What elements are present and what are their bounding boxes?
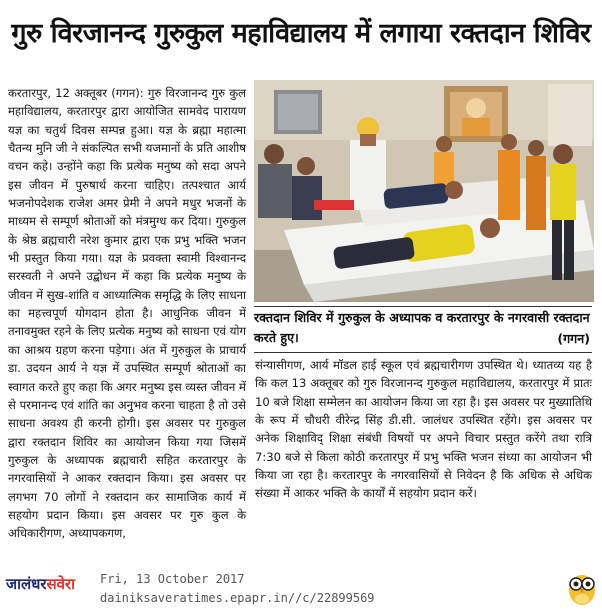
photo-credit: (गगन) [557,331,590,346]
article-column-right [255,356,592,503]
owl-mascot-icon [566,568,598,606]
blood-donation-photo [254,80,594,302]
epaper-footer [0,566,602,610]
headline: गुरु विरजानन्द गुरुकुल महाविद्यालय में लगाया रक्तदान शिविर [11,18,591,49]
photo-caption [254,306,592,353]
logo-part-city: जालंधर [6,575,47,593]
article-column-left [8,84,246,543]
epaper-link[interactable]: dainiksaveratimes.epapr.in//c/22899569 [100,591,375,605]
footer-meta [100,570,375,608]
logo-part-name: सवेरा [46,575,76,593]
newspaper-logo [6,574,75,594]
article-paragraph: करतारपुर, 12 अक्तूबर (गगन): गुरु विरजानन्द गुरु कुल महाविद्यालय, करतारपुर द्वारा आयोजित सामवेद पारायण यज्ञ का चतुर्थ दिवस सम्पन्न हुआ। यज्ञ के ब्रह्मा महात्मा चैतन्य मुनि जी ने संकल्पित सभी यजमानों के प्रति आशीष वचन कहे। उन्होंने कहा कि प्रत्येक मनुष्य को सदा अपने इस जीवन में पुरुषार्थ करना चाहिए। तत्पश्चात आर्य भजनोपदेशक राजेश अमर प्रेमी ने अपने मधुर भजनों के माध्यम से सम्पूर्ण श्रोताओं को मंत्रमुग्ध कर दिया। गुरुकुल के श्रेष्ठ ब्रह्मचारी नरेश कुमार द्वारा एक प्रभु भक्ति भजन भी प्रस्तुत किया गया। यज्ञ के प्रवक्ता स्वामी विश्वानन्द सरस्वती ने अपने उद्बोधन में कहा कि प्रत्येक मनुष्य के जीवन में सुख-शांति व आध्यात्मिक समृद्धि के लिए साधना का महत्त्वपूर्ण योगदान होता है। आधुनिक जीवन में तनावमुक्त रहने के लिए प्रत्येक मनुष्य को साधना एवं योग का आश्रय ग्रहण करना पड़ेगा। अंत में गुरुकुल के प्राचार्य डा. उदयन आर्य ने यज्ञ में उपस्थित सम्पूर्ण श्रोताओं का स्वागत करते हुए कहा कि अगर मनुष्य इस व्यस्त जीवन में से परमानन्द एवं शांति का अनुभव करना चाहता है तो उसे साधना अवश्य ही करनी होगी। इस अवसर पर गुरुकुल द्वारा रक्तदान शिविर का आयोजन किया गया जिसमें गुरुकुल के अध्यापक ब्रह्मचारी सहित करतारपुर के नगरवासियों ने आकर रक्तदान किया। इस अवसर पर लगभग 70 लोगों ने रक्तदान कर सामाजिक कार्य में सहयोग प्रदान किया। इस अवसर पर गुरु कुल के अधिकारीगण, अध्यापकगण, [8,86,247,541]
edition-date: Fri, 13 October 2017 [100,572,245,586]
caption-text: रक्तदान शिविर में गुरुकुल के अध्यापक व करतारपुर के नगरवासी रक्तदान करते हुए। [254,310,590,345]
article-paragraph: संन्यासीगण, आर्य मॉडल हाई स्कूल एवं ब्रह्मचारीगण उपस्थित थे। ध्यातव्य यह है कि कल 13 अक्तूबर को गुरु विरजानन्द गुरुकुल महाविद्यालय, करतारपुर में प्रातः 10 बजे शिक्षा सम्मेलन का आयोजन किया जा रहा है। इस अवसर पर मुख्यातिथि के रूप में चौधरी वीरेन्द्र सिंह डी.सी. जालंधर उपस्थित रहेंगे। इस अवसर पर अनेक शिक्षाविद् शिक्षा संबंधी विषयों पर अपने विचार प्रस्तुत करेंगे तथा रात्रि 7:30 बजे से किला कोठी करतारपुर में प्रभु भक्ति भजन संध्या का आयोजन भी किया जा रहा है। करतारपुर के नगरवासियों से निवेदन है कि अधिक से अधिक संख्या में आकर भक्ति के कार्यों में सहयोग प्रदान करें। [255,358,592,501]
news-photo [254,80,594,302]
